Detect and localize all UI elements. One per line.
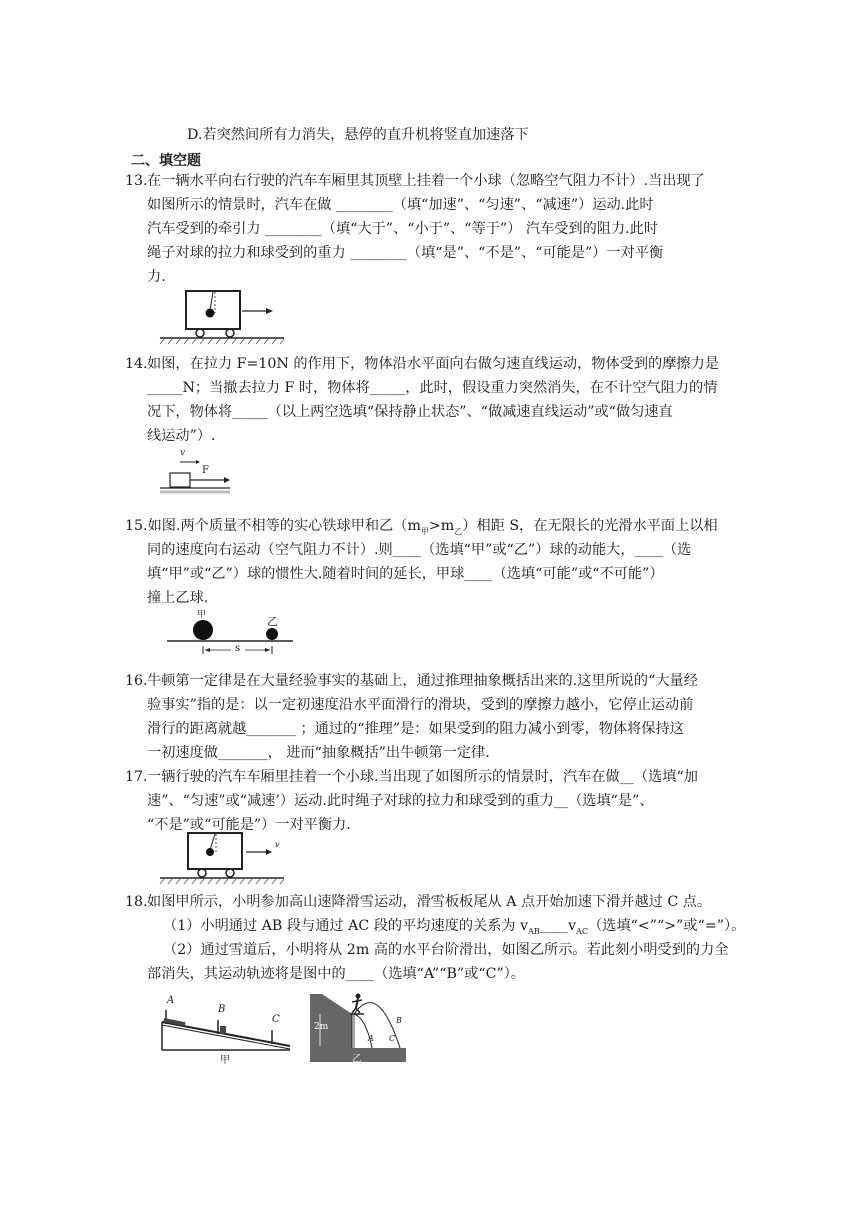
q15-line3: 填“甲”或“乙”）球的惯性大.随着时间的延长，甲球____（选填“可能”或“不可能”） — [147, 566, 664, 582]
q15-line2: 同的速度向右运动（空气阻力不计）.则____（选填“甲”或“乙”）球的动能大，____（选 — [147, 542, 692, 558]
q18-slope-figure — [158, 990, 292, 1065]
path-b-label: B — [396, 1016, 402, 1025]
q17-number: 17. — [125, 769, 148, 785]
ball-yi-label: 乙 — [267, 615, 278, 628]
q15-balls-figure — [165, 605, 295, 665]
point-a-label: A — [167, 995, 175, 1006]
q13-line4: 绳子对球的拉力和球受到的重力 ________（填“是”、“不是”、“可能是”）一对平衡 — [147, 245, 664, 261]
q16-line3: 滑行的距离就越_______ ；通过的“推理”是：如果受到的阻力减小到零，物体将保持这 — [147, 721, 684, 737]
q13-cart-figure — [158, 287, 286, 345]
ball-jia-label: 甲 — [197, 610, 207, 620]
force-label: F — [202, 465, 209, 476]
distance-label: s — [235, 643, 241, 654]
q18-line1: 如图甲所示，小明参加高山速降滑雪运动，滑雪板板尾从 A 点开始加速下滑并越过 C 点。 — [147, 894, 712, 910]
q18-jump-figure — [308, 988, 408, 1064]
q17-line3: “不是”或“可能是”）一对平衡力. — [147, 817, 351, 833]
q13-line5: 力. — [147, 269, 166, 285]
q17-line2: 速”、“匀速”或“减速’）运动.此时绳子对球的拉力和球受到的重力__（选填“是”、 — [147, 793, 654, 809]
point-c-label: C — [272, 1014, 280, 1025]
path-c-label: C — [389, 1034, 396, 1043]
figure-jia-label: 甲 — [220, 1055, 230, 1066]
q15-line1: 15.如图.两个质量不相等的实心铁球甲和乙$(m_甲>m_乙)$相距 S，在无限长的光滑水平面上以相 — [125, 518, 718, 536]
q13-line1: 在一辆水平向右行驶的汽车车厢里其顶壁上挂着一个小球（忽略空气阻力不计）.当出现了 — [147, 173, 705, 189]
q14-line4: 线运动”）. — [147, 428, 216, 444]
point-b-label: B — [218, 1004, 226, 1015]
q13-number: 13. — [125, 173, 148, 189]
velocity-label: v — [180, 448, 186, 458]
q13-line2: 如图所示的情景时，汽车在做 ________（填“加速”、“匀速”、“减速”）运动.此时 — [147, 197, 654, 213]
q18-line2: （1）小明通过 AB 段与通过 AC 段的平均速度的关系为 $v_{AB}\_\_\_\_v_{AC}$（选填“<”“>”或“=”）。 — [163, 918, 746, 936]
q18-line4: 部消失，其运动轨迹将是图中的____（选填“A”“B”或“C”）。 — [147, 966, 525, 982]
q14-line2: _____N；当撤去拉力 F 时，物体将_____，此时，假设重力突然消失，在不计空气阻力的情 — [147, 380, 718, 396]
q14-line3: 况下，物体将_____（以上两空选填“保持静止状态”、“做减速直线运动”或“做匀速直 — [147, 404, 673, 420]
velocity-label: v — [275, 840, 280, 849]
q14-line1: 如图，在拉力 F=10N 的作用下，物体沿水平面向右做匀速直线运动，物体受到的摩擦力是 — [147, 356, 719, 372]
q14-number: 14. — [125, 356, 148, 372]
section-title: 二、填空题 — [131, 153, 201, 169]
q18-number: 18. — [125, 894, 148, 910]
q16-line1: 牛顿第一定律是在大量经验事实的基础上，通过推理抽象概括出来的.这里所说的“大量经 — [147, 673, 698, 689]
q17-line1: 一辆行驶的汽车车厢里挂着一个小球.当出现了如图所示的情景时，汽车在做__（选填“加 — [147, 769, 698, 785]
height-label: 2m — [314, 1022, 329, 1032]
q14-block-figure — [158, 448, 232, 500]
q16-line4: 一初速度做_______， 进而“抽象概括”出牛顿第一定律. — [147, 745, 490, 761]
option-d: D.若突然间所有力消失，悬停的直升机将竖直加速落下 — [187, 127, 529, 143]
q16-number: 16. — [125, 673, 148, 689]
q16-line2: 验事实”指的是：以一定初速度沿水平面滑行的滑块，受到的摩擦力越小，它停止运动前 — [147, 697, 694, 713]
q15-line4: 撞上乙球. — [147, 590, 209, 606]
q18-line3: （2）通过雪道后，小明将从 2m 高的水平台阶滑出，如图乙所示。若此刻小明受到的力全 — [163, 942, 729, 958]
q13-line3: 汽车受到的牵引力 ________（填“大于”、“小于”、“等于”） 汽车受到的阻力.此时 — [147, 221, 659, 237]
path-a-label: A — [368, 1034, 374, 1043]
q17-cart-figure — [158, 830, 286, 886]
figure-yi-label: 乙 — [352, 1054, 362, 1065]
